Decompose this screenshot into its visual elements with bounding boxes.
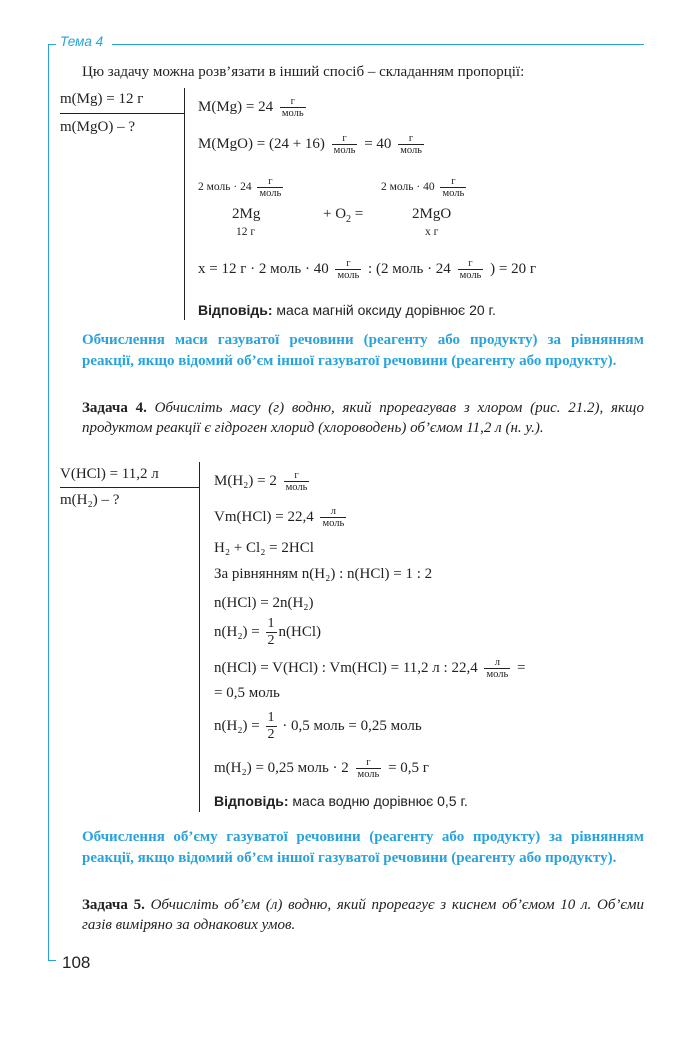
- given-mass-mg: m(Mg) = 12 г: [60, 91, 144, 107]
- equation-mgo: 2MgO: [412, 206, 452, 222]
- header-rule: [112, 44, 644, 45]
- proportion-top-right: 2 моль · 40 $\frac{г}{\text{моль}}$: [381, 176, 465, 199]
- under-mg: 12 г: [236, 226, 256, 238]
- n-h2-calculation: n(H₂) = $\frac{1}{2}$ · 0,5 моль = 0,25 моль: [214, 710, 422, 742]
- heading-mass-by-volume: Обчислення маси газуватої речовини (реагенту або продукту) за рівнянням реакції, якщо відомий об’єм іншої газуватої речовини (реагенту або продукту).: [82, 332, 644, 369]
- given-volume-hcl: V(HCl) = 11,2 л: [60, 466, 159, 482]
- answer-2: Відповідь: маса водню дорівнює 0,5 г.: [214, 793, 468, 809]
- molar-volume: Vm(HCl) = 22,4 $\frac{л}{\text{моль}}$: [214, 506, 345, 529]
- frame-left-rule: [48, 44, 49, 960]
- n-hcl-result: = 0,5 моль: [214, 685, 280, 701]
- proportion-top-left: 2 моль · 24 $\frac{г}{\text{моль}}$: [198, 176, 282, 199]
- find-mass-mgo: m(MgO) – ?: [60, 119, 135, 135]
- intro-text: Цю задачу можна розв’язати в інший спосіб – складанням пропорції:: [82, 64, 525, 80]
- heading-volume-by-volume: Обчислення об’єму газуватої речовини (реагенту або продукту) за рівнянням реакції, якщо відомий об’єм іншої газуватої речовини (реагенту або продукту).: [82, 829, 644, 866]
- m-h2-calculation: m(H₂) = 0,25 моль · 2 $\frac{г}{\text{моль}}$ = 0,5 г: [214, 757, 429, 780]
- page-number: 108: [62, 953, 91, 972]
- mole-ratio: За рівнянням n(H₂) : n(HCl) = 1 : 2: [214, 566, 433, 582]
- task-5: Задача 5. Обчисліть об’єм (л) водню, який прореагує з киснем об’ємом 10 л. Об’єми газів виміряно за однакових умов.: [82, 897, 644, 933]
- molar-mass-h2: M(H₂) = 2 $\frac{г}{\text{моль}}$: [214, 470, 308, 493]
- section-title: Тема 4: [60, 34, 104, 49]
- given-divider-2: [60, 487, 199, 488]
- n-hcl-relation: n(HCl) = 2n(H₂): [214, 595, 314, 611]
- solution-divider: [184, 88, 185, 320]
- answer-1: Відповідь: маса магній оксиду дорівнює 20 г.: [198, 302, 496, 318]
- task-4: Задача 4. Обчисліть масу (г) водню, який прореагував з хлором (рис. 21.2), якщо продуктом реакції є гідроген хлорид (хлороводень) об’ємом 11,2 л (н. у.).: [82, 400, 644, 436]
- molar-mass-mgo: M(MgO) = (24 + 16) $\frac{г}{\text{моль}}$ = 40 $\frac{г}{\text{моль}}$: [198, 133, 422, 156]
- given-divider: [60, 113, 184, 114]
- solution-divider-2: [199, 462, 200, 812]
- under-mgo: x г: [425, 226, 439, 238]
- x-calculation: x = 12 г · 2 моль · 40 $\frac{г}{\text{моль}}$ : (2 моль · 24 $\frac{г}{\text{моль}}$ ) = 20 г: [198, 258, 536, 281]
- reaction-equation: H₂ + Cl₂ = 2HCl: [214, 540, 314, 556]
- n-hcl-calculation: n(HCl) = V(HCl) : Vm(HCl) = 11,2 л : 22,4 $\frac{л}{\text{моль}}$ =: [214, 657, 526, 680]
- equation-o2: + $O_2$ =: [323, 206, 364, 225]
- n-h2-relation: n(H₂) = $\frac{1}{2}$ n(HCl): [214, 616, 322, 648]
- find-mass-h2: m(H₂) – ?: [60, 492, 120, 508]
- molar-mass-mg: M(Mg) = 24 $\frac{г}{\text{моль}}$: [198, 96, 304, 119]
- equation-mg: 2Mg: [232, 206, 261, 222]
